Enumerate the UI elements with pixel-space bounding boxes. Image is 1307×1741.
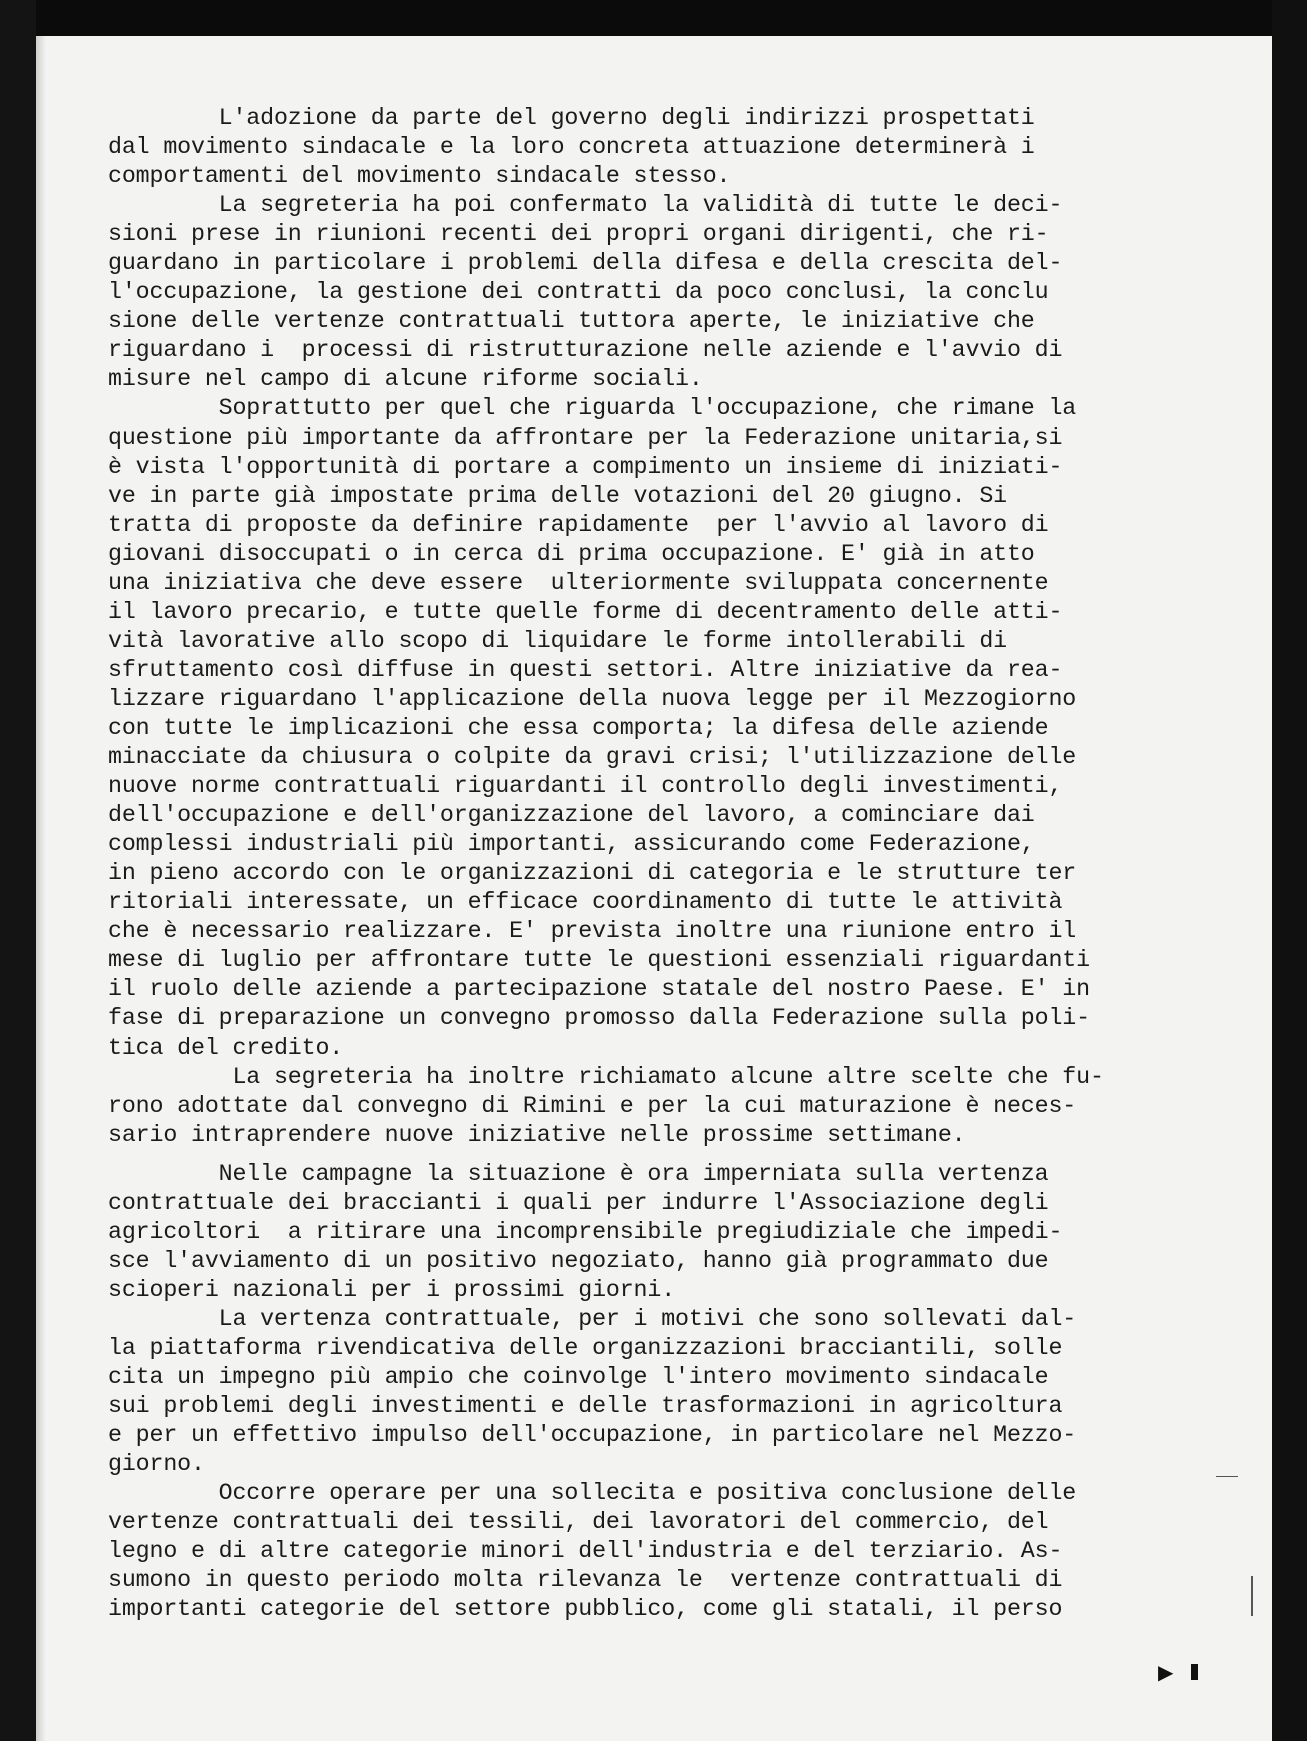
- text-line: in pieno accordo con le organizzazioni di categoria e le strutture ter: [108, 860, 1077, 887]
- scan-top-border: [0, 0, 1307, 38]
- text-line: Soprattutto per quel che riguarda l'occupazione, che rimane la: [108, 395, 1077, 422]
- scan-speck: [1251, 1576, 1253, 1616]
- text-line: importanti categorie del settore pubblico, come gli statali, il perso: [108, 1596, 1063, 1623]
- text-line: fase di preparazione un convegno promosso dalla Federazione sulla poli-: [108, 1005, 1090, 1032]
- text-line: comportamenti del movimento sindacale stesso.: [108, 163, 731, 190]
- text-line: dell'occupazione e dell'organizzazione del lavoro, a cominciare dai: [108, 802, 1035, 829]
- text-line: ritoriali interessate, un efficace coordinamento di tutte le attività: [108, 889, 1063, 916]
- scan-right-border: [1272, 0, 1307, 1741]
- text-line: La vertenza contrattuale, per i motivi che sono sollevati dal-: [108, 1305, 1077, 1332]
- text-line: La segreteria ha inoltre richiamato alcune altre scelte che fu-: [108, 1063, 1104, 1090]
- text-line: tratta di proposte da definire rapidamente per l'avvio al lavoro di: [108, 511, 1049, 538]
- text-line: è vista l'opportunità di portare a compimento un insieme di iniziati-: [108, 453, 1063, 480]
- text-line: con tutte le implicazioni che essa comporta; la difesa delle aziende: [108, 714, 1049, 741]
- text-line: dal movimento sindacale e la loro concreta attuazione determinerà i: [108, 134, 1035, 161]
- text-line: Occorre operare per una sollecita e positiva conclusione delle: [108, 1480, 1077, 1507]
- text-line: rono adottate dal convegno di Rimini e per la cui maturazione è neces-: [108, 1092, 1077, 1119]
- text-line: che è necessario realizzare. E' prevista inoltre una riunione entro il: [108, 918, 1077, 945]
- text-line: cita un impegno più ampio che coinvolge l'intero movimento sindacale: [108, 1364, 1049, 1391]
- text-line: [108, 1150, 1238, 1160]
- text-line: complessi industriali più importanti, assicurando come Federazione,: [108, 831, 1035, 858]
- text-line: lizzare riguardano l'applicazione della nuova legge per il Mezzogiorno: [108, 685, 1077, 712]
- text-line: Nelle campagne la situazione è ora imperniata sulla vertenza: [108, 1160, 1049, 1187]
- text-line: scioperi nazionali per i prossimi giorni.: [108, 1276, 676, 1303]
- text-line: sioni prese in riunioni recenti dei propri organi dirigenti, che ri-: [108, 221, 1049, 248]
- text-line: giovani disoccupati o in cerca di prima occupazione. E' già in atto: [108, 540, 1035, 567]
- text-line: il ruolo delle aziende a partecipazione statale del nostro Paese. E' in: [108, 976, 1090, 1003]
- text-line: contrattuale dei braccianti i quali per indurre l'Associazione degli: [108, 1189, 1049, 1216]
- text-line: nuove norme contrattuali riguardanti il controllo degli investimenti,: [108, 773, 1063, 800]
- document-body-text: [108, 104, 1238, 1624]
- document-page: [36, 36, 1272, 1741]
- continuation-arrow-icon: ▶: [1158, 1660, 1174, 1684]
- text-line: sui problemi degli investimenti e delle trasformazioni in agricoltura: [108, 1393, 1063, 1420]
- text-line: riguardano i processi di ristrutturazione nelle aziende e l'avvio di: [108, 337, 1063, 364]
- text-line: sario intraprendere nuove iniziative nelle prossime settimane.: [108, 1121, 966, 1148]
- text-line: ve in parte già impostate prima delle votazioni del 20 giugno. Si: [108, 482, 1007, 509]
- text-line: sione delle vertenze contrattuali tuttora aperte, le iniziative che: [108, 308, 1035, 335]
- text-line: il lavoro precario, e tutte quelle forme di decentramento delle atti-: [108, 598, 1063, 625]
- scan-speck: [1216, 1476, 1238, 1477]
- text-line: agricoltori a ritirare una incomprensibile pregiudiziale che impedi-: [108, 1218, 1063, 1245]
- text-line: una iniziativa che deve essere ulteriormente sviluppata concernente: [108, 569, 1049, 596]
- text-line: guardano in particolare i problemi della difesa e della crescita del-: [108, 250, 1063, 277]
- text-line: misure nel campo di alcune riforme sociali.: [108, 366, 703, 393]
- text-line: tica del credito.: [108, 1034, 344, 1061]
- text-line: giorno.: [108, 1451, 205, 1478]
- text-line: La segreteria ha poi confermato la validità di tutte le deci-: [108, 192, 1063, 219]
- text-line: L'adozione da parte del governo degli indirizzi prospettati: [108, 105, 1035, 131]
- text-line: legno e di altre categorie minori dell'industria e del terziario. As-: [108, 1538, 1063, 1565]
- text-line: la piattaforma rivendicativa delle organizzazioni bracciantili, solle: [108, 1334, 1063, 1361]
- text-line: l'occupazione, la gestione dei contratti da poco conclusi, la conclu: [108, 279, 1049, 306]
- text-line: e per un effettivo impulso dell'occupazione, in particolare nel Mezzo-: [108, 1422, 1077, 1449]
- text-line: vertenze contrattuali dei tessili, dei lavoratori del commercio, del: [108, 1509, 1049, 1536]
- text-line: vità lavorative allo scopo di liquidare le forme intollerabili di: [108, 627, 1007, 654]
- page-edge-mark: [1191, 1664, 1198, 1680]
- text-line: sce l'avviamento di un positivo negoziato, hanno già programmato due: [108, 1247, 1049, 1274]
- scan-left-border: [0, 0, 36, 1741]
- text-line: sfruttamento così diffuse in questi settori. Altre iniziative da rea-: [108, 656, 1063, 683]
- text-line: questione più importante da affrontare per la Federazione unitaria,si: [108, 424, 1063, 451]
- text-line: minacciate da chiusura o colpite da gravi crisi; l'utilizzazione delle: [108, 744, 1077, 771]
- text-line: mese di luglio per affrontare tutte le questioni essenziali riguardanti: [108, 947, 1090, 974]
- text-line: sumono in questo periodo molta rilevanza le vertenze contrattuali di: [108, 1567, 1063, 1594]
